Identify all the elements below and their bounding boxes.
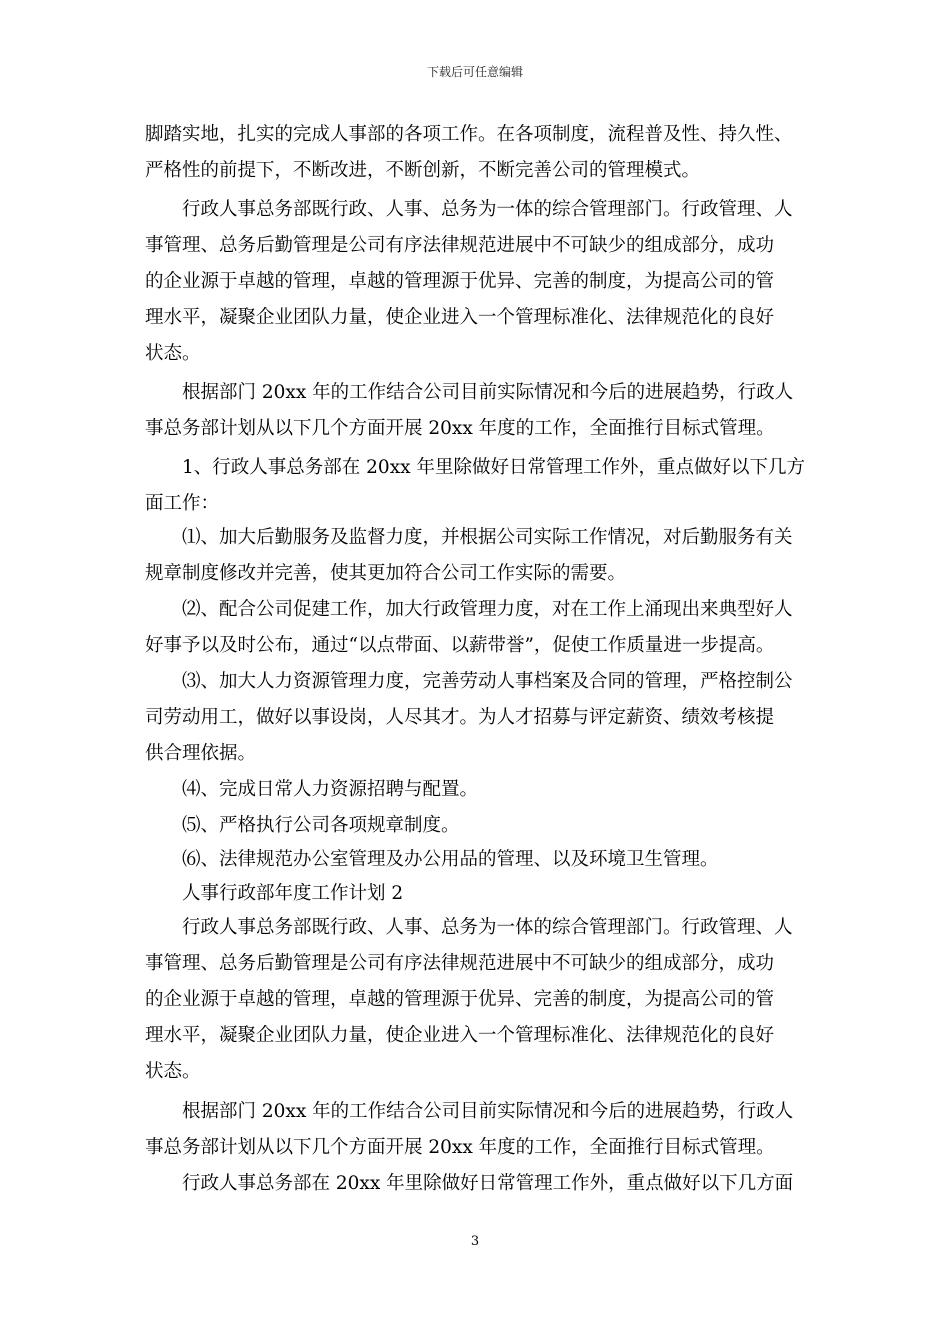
body-line: 脚踏实地，扎实的完成人事部的各项工作。在各项制度，流程普及性、持久性、 — [145, 124, 793, 145]
body-line: 行政人事总务部在 20xx 年里除做好日常管理工作外，重点做好以下几方面 — [145, 1173, 794, 1194]
body-line: ⑴、加大后勤服务及监督力度，并根据公司实际工作情况，对后勤服务有关 — [145, 527, 793, 548]
body-line: 状态。 — [145, 343, 201, 364]
body-line: 司劳动用工，做好以事设岗，人尽其才。为人才招募与评定薪资、绩效考核提 — [145, 707, 775, 728]
body-line: ⑸、严格执行公司各项规章制度。 — [145, 815, 460, 836]
body-line: 事总务部计划从以下几个方面开展 20xx 年度的工作，全面推行目标式管理。 — [145, 1137, 775, 1158]
body-line: 好事予以及时公布，通过“以点带面、以薪带誉”，促使工作质量进一步提高。 — [145, 635, 775, 656]
body-line: 规章制度修改并完善，使其更加符合公司工作实际的需要。 — [145, 563, 627, 584]
section-heading: 人事行政部年度工作计划 2 — [145, 883, 404, 904]
body-line: ⑹、法律规范办公室管理及办公用品的管理、以及环境卫生管理。 — [145, 849, 719, 870]
body-line: 严格性的前提下，不断改进，不断创新，不断完善公司的管理模式。 — [145, 160, 701, 181]
body-line: 行政人事总务部既行政、人事、总务为一体的综合管理部门。行政管理、人 — [145, 917, 793, 938]
body-line: 事管理、总务后勤管理是公司有序法律规范进展中不可缺少的组成部分，成功 — [145, 953, 775, 974]
body-line: ⑶、加大人力资源管理力度，完善劳动人事档案及合同的管理，严格控制公 — [145, 671, 793, 692]
body-line: 事管理、总务后勤管理是公司有序法律规范进展中不可缺少的组成部分，成功 — [145, 235, 775, 256]
body-line: 行政人事总务部既行政、人事、总务为一体的综合管理部门。行政管理、人 — [145, 199, 793, 220]
body-line: 理水平，凝聚企业团队力量，使企业进入一个管理标准化、法律规范化的良好 — [145, 1025, 775, 1046]
body-line: 状态。 — [145, 1061, 201, 1082]
body-line: 1、行政人事总务部在 20xx 年里除做好日常管理工作外，重点做好以下几方 — [145, 457, 805, 478]
body-line: 的企业源于卓越的管理，卓越的管理源于优异、完善的制度，为提高公司的管 — [145, 989, 775, 1010]
body-line: 根据部门 20xx 年的工作结合公司目前实际情况和今后的进展趋势，行政人 — [145, 1101, 794, 1122]
body-line: 面工作： — [145, 493, 220, 514]
body-line: 的企业源于卓越的管理，卓越的管理源于优异、完善的制度，为提高公司的管 — [145, 271, 775, 292]
page-header: 下载后可任意编辑 — [426, 65, 523, 79]
body-line: ⑷、完成日常人力资源招聘与配置。 — [145, 779, 479, 800]
body-line: 事总务部计划从以下几个方面开展 20xx 年度的工作，全面推行目标式管理。 — [145, 418, 775, 439]
body-line: 理水平，凝聚企业团队力量，使企业进入一个管理标准化、法律规范化的良好 — [145, 307, 775, 328]
body-line: 供合理依据。 — [145, 743, 257, 764]
page-number: 3 — [470, 1234, 480, 1249]
body-line: 根据部门 20xx 年的工作结合公司目前实际情况和今后的进展趋势，行政人 — [145, 382, 794, 403]
body-line: ⑵、配合公司促建工作，加大行政管理力度，对在工作上涌现出来典型好人 — [145, 599, 793, 620]
